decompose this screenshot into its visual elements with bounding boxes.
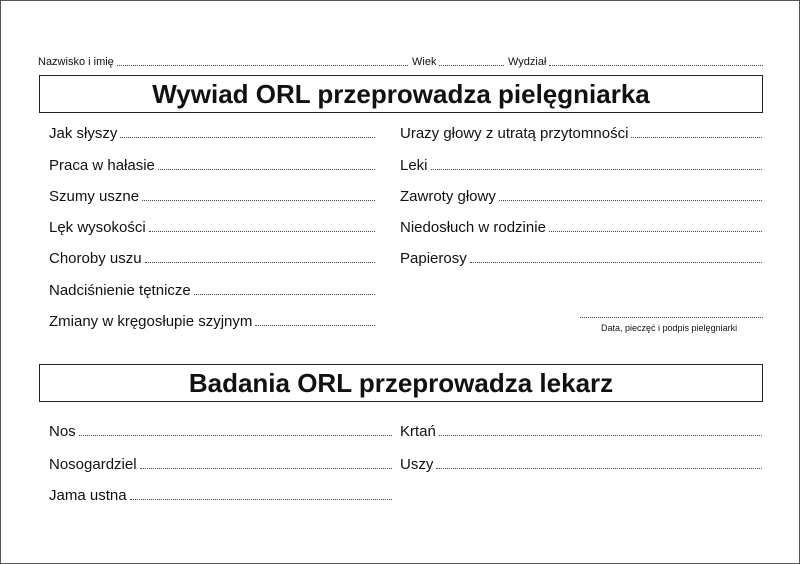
interview-right-item[interactable]	[400, 250, 762, 267]
interview-left-item[interactable]	[49, 157, 375, 174]
item-dotted-line[interactable]	[142, 199, 375, 201]
item-dotted-line[interactable]	[145, 261, 375, 263]
exam-left-item[interactable]	[49, 456, 392, 473]
item-label: Jama ustna	[49, 487, 127, 504]
ward-dotted-line[interactable]	[549, 64, 763, 66]
interview-left-item[interactable]	[49, 188, 375, 205]
item-label: Krtań	[400, 423, 436, 440]
item-dotted-line[interactable]	[631, 136, 762, 138]
exam-left-item[interactable]	[49, 487, 392, 504]
interview-right-item[interactable]	[400, 125, 762, 142]
age-field[interactable]	[412, 56, 504, 68]
item-dotted-line[interactable]	[431, 168, 762, 170]
item-label: Nos	[49, 423, 76, 440]
interview-left-item[interactable]	[49, 125, 375, 142]
item-dotted-line[interactable]	[149, 230, 375, 232]
interview-right-item[interactable]	[400, 219, 762, 236]
item-dotted-line[interactable]	[470, 261, 762, 263]
item-dotted-line[interactable]	[439, 434, 762, 436]
item-dotted-line[interactable]	[79, 434, 392, 436]
item-dotted-line[interactable]	[130, 498, 392, 500]
ward-field[interactable]	[508, 56, 763, 68]
item-dotted-line[interactable]	[158, 168, 375, 170]
age-label: Wiek	[412, 56, 437, 68]
item-label: Papierosy	[400, 250, 467, 267]
interview-left-item[interactable]	[49, 219, 375, 236]
item-label: Leki	[400, 157, 428, 174]
item-label: Zawroty głowy	[400, 188, 496, 205]
item-dotted-line[interactable]	[255, 324, 375, 326]
interview-title: Wywiad ORL przeprowadza pielęgniarka	[39, 75, 763, 113]
exam-right-item[interactable]	[400, 423, 762, 440]
ward-label: Wydział	[508, 56, 547, 68]
item-dotted-line[interactable]	[549, 230, 762, 232]
item-label: Choroby uszu	[49, 250, 142, 267]
item-dotted-line[interactable]	[120, 136, 375, 138]
interview-left-item[interactable]	[49, 250, 375, 267]
nurse-signature-line[interactable]	[580, 317, 763, 318]
item-label: Szumy uszne	[49, 188, 140, 205]
item-label: Praca w hałasie	[49, 157, 155, 174]
name-dotted-line[interactable]	[117, 64, 408, 66]
age-dotted-line[interactable]	[439, 64, 504, 66]
item-label: Niedosłuch w rodzinie	[400, 219, 546, 236]
exam-right-item[interactable]	[400, 456, 762, 473]
item-label: Lęk wysokości	[49, 219, 146, 236]
item-label: Urazy głowy z utratą przytomności	[400, 125, 629, 142]
interview-left-item[interactable]	[49, 282, 375, 299]
item-label: Nadciśnienie tętnicze	[49, 282, 191, 299]
exam-title: Badania ORL przeprowadza lekarz	[39, 364, 763, 402]
interview-right-item[interactable]	[400, 188, 762, 205]
item-label: Zmiany w kręgosłupie szyjnym	[49, 313, 253, 330]
name-label: Nazwisko i imię	[38, 56, 114, 68]
item-dotted-line[interactable]	[140, 467, 392, 469]
exam-left-item[interactable]	[49, 423, 392, 440]
item-label: Uszy	[400, 456, 434, 473]
name-field[interactable]	[38, 56, 408, 68]
item-label: Jak słyszy	[49, 125, 118, 142]
item-dotted-line[interactable]	[499, 199, 762, 201]
nurse-signature-caption: Data, pieczęć i podpis pielęgniarki	[601, 323, 738, 333]
item-dotted-line[interactable]	[436, 467, 762, 469]
interview-left-item[interactable]	[49, 313, 375, 330]
item-dotted-line[interactable]	[194, 293, 375, 295]
item-label: Nosogardziel	[49, 456, 137, 473]
interview-right-item[interactable]	[400, 157, 762, 174]
